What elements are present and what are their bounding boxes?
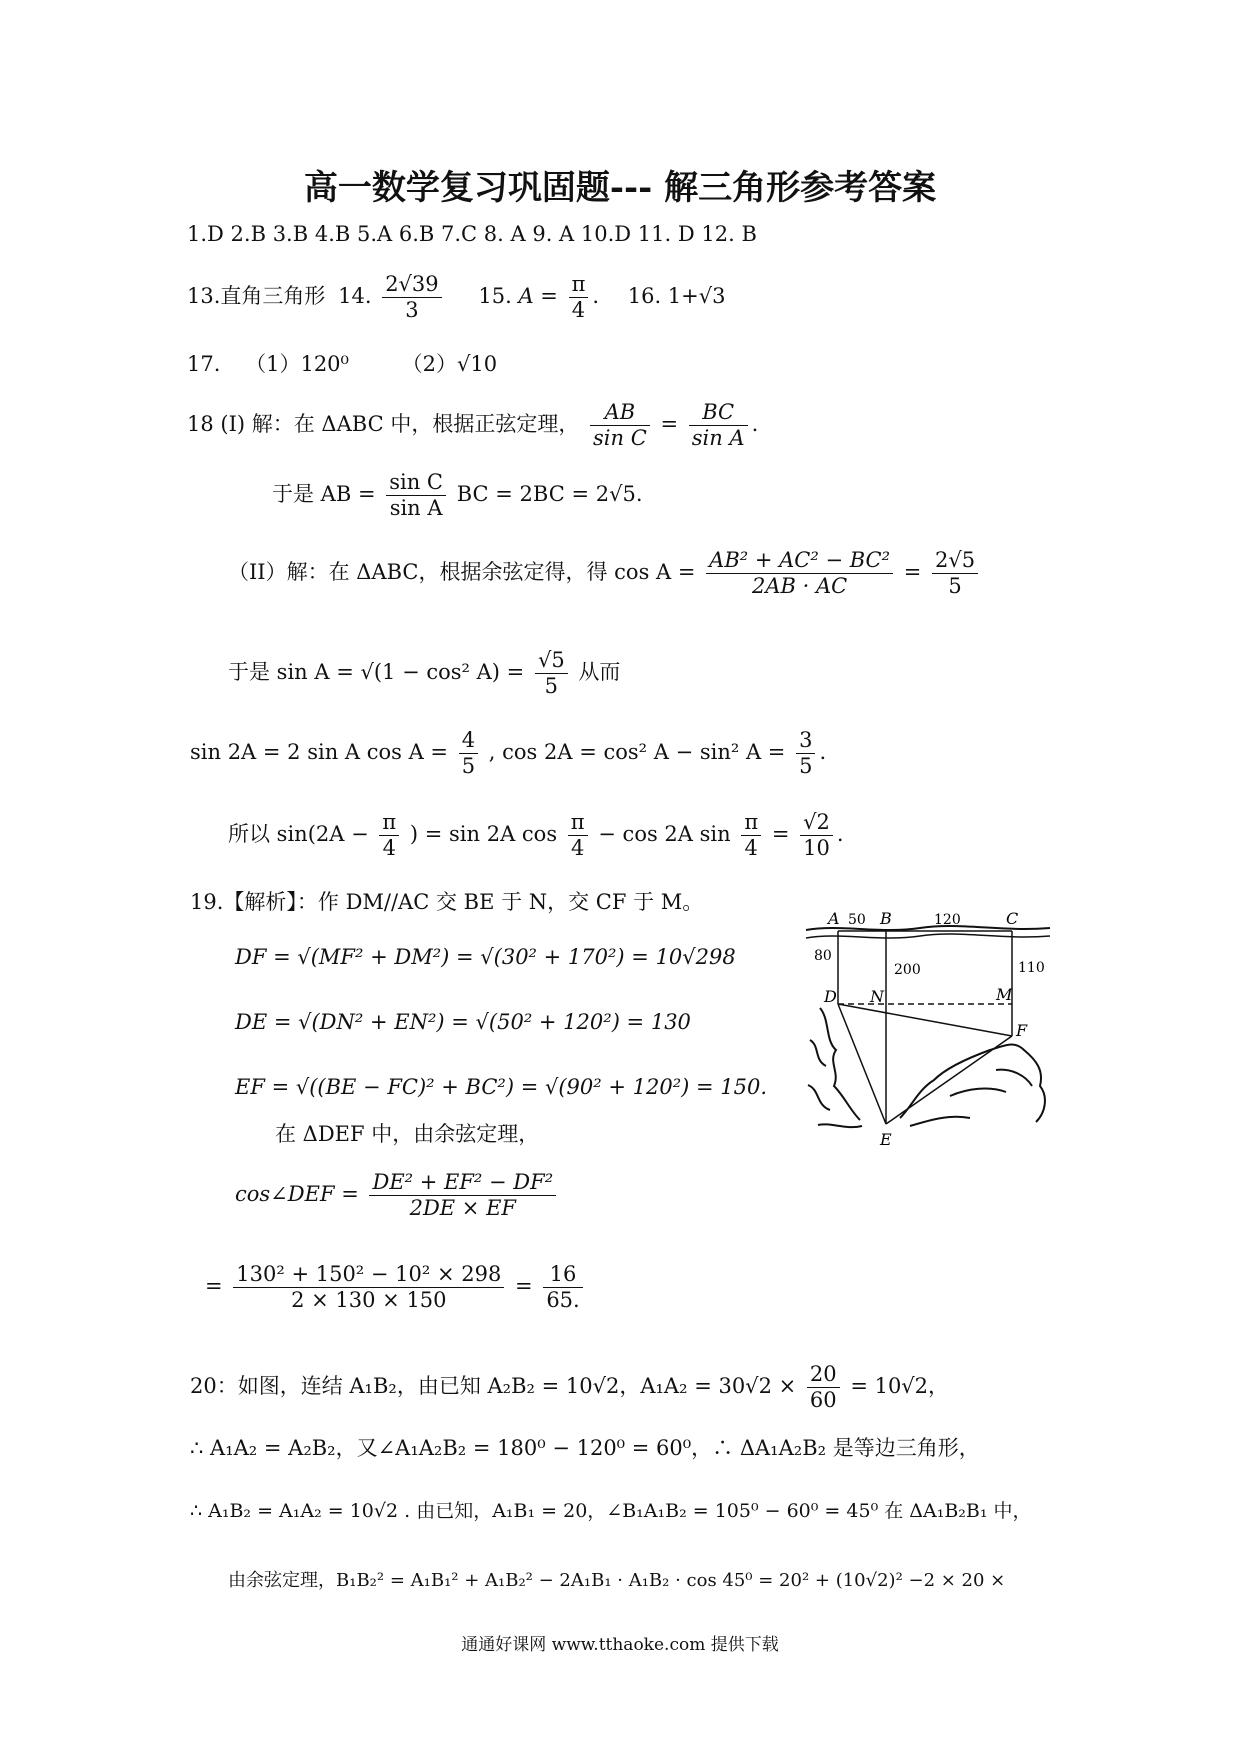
cliff-left	[808, 1008, 862, 1127]
q18-l3-frac2-den: 5	[948, 574, 962, 599]
page-footer: 通通好课网 www.tthaoke.com 提供下载	[461, 1635, 779, 1655]
answer-15-lhs: A =	[518, 284, 558, 309]
q19-df: DF = √(MF² + DM²) = √(30² + 170²) = 10√298	[235, 945, 736, 969]
q18-l5-frac1-num: 4	[459, 728, 478, 754]
label-c: C	[1006, 909, 1019, 928]
answer-16: 16. 1+√3	[627, 284, 726, 309]
q18-l3-frac1-num: AB² + AC² − BC²	[706, 548, 893, 574]
q18-l2-frac-den: sin A	[389, 496, 443, 521]
q18-l5-pre: sin 2A = 2 sin A cos A =	[190, 740, 449, 765]
q18-l6-mid2: − cos 2A sin	[598, 822, 731, 847]
q18-l2-post: BC = 2BC = 2√5.	[456, 482, 643, 507]
q18-l4-post: 从而	[578, 660, 621, 685]
q19-res-den: 2 × 130 × 150	[291, 1288, 447, 1313]
cliff-right	[900, 1045, 1045, 1126]
answer-17-part1: （1）120⁰	[245, 352, 349, 376]
q18-l6-d-num: √2	[800, 810, 833, 836]
q18-l4-frac	[535, 648, 568, 699]
answer-14-den: 3	[405, 298, 419, 323]
label-bc: 120	[934, 912, 961, 928]
q20-l1-pre: 20：如图，连结 A₁B₂，由已知 A₂B₂ = 10√2，A₁A₂ = 30√2 ×	[190, 1374, 797, 1399]
answer-14-fraction	[382, 272, 441, 323]
q18-l2-pre: 于是 AB =	[272, 482, 376, 507]
label-d: D	[824, 987, 837, 1006]
q19-res-num: 130² + 150² − 10² × 298	[233, 1262, 504, 1288]
q19-cos-num: DE² + EF² − DF²	[369, 1170, 556, 1196]
q18-l1-text: 18 (I) 解：在 ΔABC 中，根据正弦定理，	[187, 412, 580, 437]
label-a: A	[828, 909, 840, 928]
q18-line-3: （II）解：在 ΔABC，根据余弦定得，得 cos A = $\frac{\text{AB² + AC² − BC²}}{2AB \cdot AC}$ = $\frac{2√5}{5}$	[228, 548, 982, 599]
q18-line-2	[272, 470, 643, 521]
river-bank-line-2	[806, 934, 1050, 938]
q19-result: = $\frac{\text{130² + 150² − 10² × 298}}{2 \times 130 \times 150}$ = $\frac{16}{65.}$	[205, 1262, 587, 1313]
q18-l6-frac-d	[800, 810, 833, 861]
q18-l1-frac1-num: AB	[590, 400, 650, 426]
answer-17	[187, 352, 497, 377]
answer-13: 13.直角三角形	[187, 284, 326, 309]
q18-l1-frac1	[590, 400, 650, 451]
q18-l6-c-num: π	[741, 810, 761, 836]
label-b: B	[880, 909, 892, 928]
q20-line-4: 由余弦定理，B₁B₂² = A₁B₁² + A₁B₂² − 2A₁B₁ · A₁B₂ · cos 45⁰ = 20² + (10√2)² −2 × 20 ×	[228, 1570, 1006, 1591]
q18-l3-frac1	[706, 548, 893, 599]
label-e: E	[880, 1130, 892, 1149]
line-d-e	[838, 1004, 886, 1124]
q18-l3-frac2-num: 2√5	[932, 548, 978, 574]
q18-l2-frac-num: sin C	[386, 470, 446, 496]
q18-l5-frac2-den: 5	[799, 754, 813, 779]
q18-l6-frac-b	[568, 810, 588, 861]
q19-figure	[800, 900, 1060, 1160]
q18-l1-frac2	[689, 400, 748, 451]
label-ad: 80	[814, 948, 832, 964]
answer-17-part2: （2）√10	[401, 352, 498, 376]
line-d-f	[838, 1004, 1012, 1036]
answer-15-num: π	[569, 272, 589, 298]
q18-l6-pre: 所以 sin(2A −	[228, 822, 369, 847]
q20-line-2: ∴ A₁A₂ = A₂B₂，又∠A₁A₂B₂ = 180⁰ − 120⁰ = 60⁰，∴ ΔA₁A₂B₂ 是等边三角形，	[190, 1436, 980, 1460]
q18-l6-mid1: ) = sin 2A cos	[409, 822, 558, 847]
q18-l5-frac1	[459, 728, 478, 779]
q18-l4-frac-den: 5	[544, 674, 559, 699]
q20-line-3: ∴ A₁B₂ = A₁A₂ = 10√2 . 由已知，A₁B₁ = 20，∠B₁A₁B₂ = 105⁰ − 60⁰ = 45⁰ 在 ΔA₁B₂B₁ 中，	[190, 1500, 1032, 1522]
answer-14-num: 2√39	[382, 272, 441, 298]
q19-line-5: 在 ΔDEF 中，由余弦定理，	[275, 1122, 540, 1146]
q19-res-frac	[233, 1262, 504, 1313]
q18-l3-frac1-den: 2AB · AC	[751, 574, 848, 599]
mc-answers: 1.D 2.B 3.B 4.B 5.A 6.B 7.C 8. A 9. A 10.D 11. D 12. B	[187, 222, 757, 246]
answers-13-16: 13.直角三角形 14. $\frac{2√39}{3}$ 15. A = $\frac{\pi}{4}$ . 16. 1+√3	[187, 272, 726, 323]
q18-line-6: 所以 sin(2A − $\frac{\pi}{4}$ ) = sin 2A cos $\frac{\pi}{4}$ − cos 2A sin $\frac{\pi}{4}$ = $\frac{√2}{10}$ .	[228, 810, 844, 861]
answer-15-den: 4	[571, 298, 586, 323]
q18-line-5: sin 2A = 2 sin A cos A = $\frac{4}{5}$ , cos 2A = cos² A − sin² A = $\frac{3}{5}$ .	[190, 728, 827, 779]
q19-cos-den: 2DE × EF	[409, 1196, 516, 1221]
q18-l6-b-den: 4	[571, 836, 585, 861]
q18-l6-d-den: 10	[803, 836, 830, 861]
label-n: N	[870, 987, 884, 1006]
label-f: F	[1016, 1021, 1028, 1040]
q18-l5-frac2-num: 3	[796, 728, 815, 754]
q18-line-4	[228, 648, 620, 699]
q18-l1-frac2-den: sin A	[691, 426, 745, 451]
q18-l6-frac-c	[741, 810, 761, 861]
q18-l6-c-den: 4	[744, 836, 758, 861]
q20-line-1	[190, 1362, 949, 1413]
q20-l1-frac-den: 60	[809, 1388, 837, 1413]
q18-l3-text: （II）解：在 ΔABC，根据余弦定得，得 cos A =	[228, 560, 696, 585]
q18-l6-a-den: 4	[382, 836, 396, 861]
q19-cos-frac	[369, 1170, 556, 1221]
q18-l6-a-num: π	[379, 810, 399, 836]
q20-l1-post: = 10√2，	[850, 1374, 950, 1399]
q18-l5-frac2	[796, 728, 815, 779]
answer-14-label: 14.	[338, 284, 372, 309]
q18-line-1: 18 (I) 解：在 ΔABC 中，根据正弦定理， $\frac{AB}{\text{sin C}}$ = $\frac{BC}{\text{sin A}}$ .	[187, 400, 759, 451]
q19-de: DE = √(DN² + EN²) = √(50² + 120²) = 130	[235, 1010, 691, 1034]
label-m: M	[996, 985, 1013, 1004]
q19-res-frac2	[543, 1262, 582, 1313]
q19-cos	[235, 1170, 560, 1221]
q19-ef: EF = √((BE − FC)² + BC²) = √(90² + 120²) = 150.	[235, 1075, 768, 1099]
q18-l5-mid: , cos 2A = cos² A − sin² A =	[488, 740, 786, 765]
q18-l6-frac-a	[379, 810, 399, 861]
answer-17-label: 17.	[187, 352, 221, 376]
page-title: 高一数学复习巩固题--- 解三角形参考答案	[303, 168, 937, 208]
q18-l3-frac2	[932, 548, 978, 599]
q18-l6-b-num: π	[568, 810, 588, 836]
answer-15-label: 15.	[478, 284, 512, 309]
q19-line-1: 19.【解析】：作 DM//AC 交 BE 于 N，交 CF 于 M。	[190, 890, 704, 914]
q19-res-frac2-den: 65.	[546, 1288, 580, 1313]
q18-l4-frac-num: √5	[535, 648, 568, 674]
label-ab: 50	[848, 912, 866, 928]
q18-l5-frac1-den: 5	[461, 754, 476, 779]
q20-l1-frac-num: 20	[807, 1362, 840, 1388]
answer-15-fraction	[569, 272, 589, 323]
q20-l1-frac	[807, 1362, 840, 1413]
q19-res-frac2-num: 16	[543, 1262, 582, 1288]
q18-l4-pre: 于是 sin A = √(1 − cos² A) =	[228, 660, 525, 685]
q18-l1-frac1-den: sin C	[593, 426, 647, 451]
q18-l2-frac	[386, 470, 446, 521]
label-be: 200	[894, 962, 921, 978]
q18-l1-frac2-num: BC	[689, 400, 748, 426]
label-cf: 110	[1018, 960, 1045, 976]
q19-cos-lhs: cos∠DEF =	[235, 1182, 359, 1207]
